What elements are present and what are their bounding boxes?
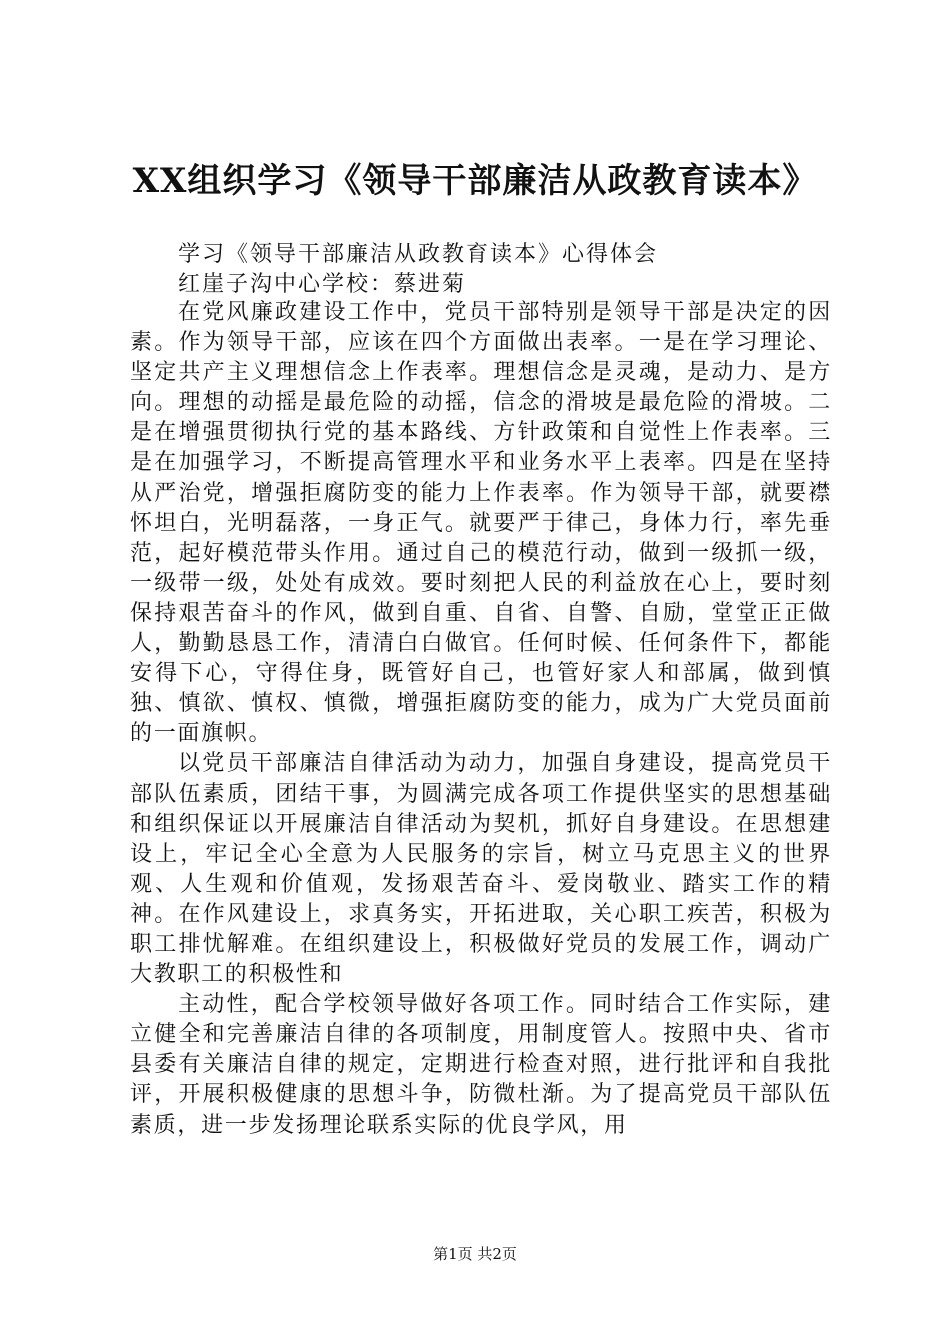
body-paragraph: 在党风廉政建设工作中，党员干部特别是领导干部是决定的因素。作为领导干部，应该在四个方面做出表率。一是在学习理论、坚定共产主义理想信念上作表率。理想信念是灵魂，是动力、是方向。理想的动摇是最危险的动摇，信念的滑坡是最危险的滑坡。二是在增强贯彻执行党的基本路线、方针政策和自觉性上作表率。三是在加强学习，不断提高管理水平和业务水平上表率。四是在坚持从严治党，增强拒腐防变的能力上作表率。作为领导干部，就要襟怀坦白，光明磊落，一身正气。就要严于律己，身体力行，率先垂范，起好模范带头作用。通过自己的模范行动，做到一级抓一级，一级带一级，处处有成效。要时刻把人民的利益放在心上，要时刻保持艰苦奋斗的作风，做到自重、自省、自警、自励，堂堂正正做人，勤勤恳恳工作，清清白白做官。任何时候、任何条件下，都能安得下心，守得住身，既管好自己，也管好家人和部属，做到慎独、慎欲、慎权、慎微，增强拒腐防变的能力，成为广大党员面前的一面旗帜。 <box>130 300 832 747</box>
page-indicator: 第1页 共2页 <box>433 1245 517 1263</box>
body-paragraph: 主动性，配合学校领导做好各项工作。同时结合工作实际，建立健全和完善廉洁自律的各项制度，用制度管人。按照中央、省市县委有关廉洁自律的规定，定期进行检查对照，进行批评和自我批评，开展积极健康的思想斗争，防微杜渐。为了提高党员干部队伍素质，进一步发扬理论联系实际的优良学风，用 <box>130 992 832 1138</box>
document-subtitle: 学习《领导干部廉洁从政教育读本》心得体会 <box>178 242 659 267</box>
document-title: XX组织学习《领导干部廉洁从政教育读本》 <box>132 161 818 201</box>
body-paragraph: 以党员干部廉洁自律活动为动力，加强自身建设，提高党员干部队伍素质，团结干事，为圆满完成各项工作提供坚实的思想基础和组织保证以开展廉洁自律活动为契机，抓好自身建设。在思想建设上，牢记全心全意为人民服务的宗旨，树立马克思主义的世界观、人生观和价值观，发扬艰苦奋斗、爱岗敬业、踏实工作的精神。在作风建设上，求真务实，开拓进取，关心职工疾苦，积极为职工排忧解难。在组织建设上，积极做好党员的发展工作，调动广大教职工的积极性和 <box>130 751 832 988</box>
document-body <box>130 298 832 1141</box>
document-author: 红崖子沟中心学校：蔡进菊 <box>178 272 467 297</box>
